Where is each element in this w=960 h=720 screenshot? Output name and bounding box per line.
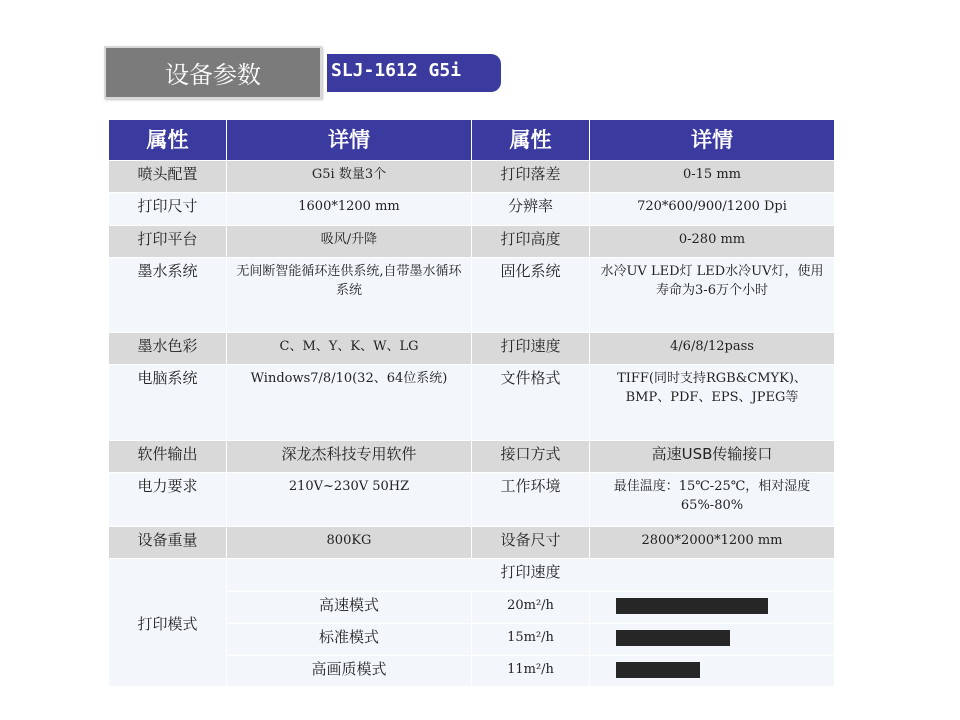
table-header-row xyxy=(109,120,835,161)
detail-cell: 吸风/升降 xyxy=(227,226,472,258)
print-speed-header-row xyxy=(109,559,835,592)
detail-cell: 2800*2000*1200 mm xyxy=(590,527,835,559)
mode-speed: 20m²/h xyxy=(472,592,590,624)
attr-cell: 电脑系统 xyxy=(109,365,227,441)
mode-speed: 11m²/h xyxy=(472,656,590,687)
detail-cell: 720*600/900/1200 Dpi xyxy=(590,193,835,226)
mode-name: 高速模式 xyxy=(227,592,472,624)
speed-bar xyxy=(616,662,700,678)
attr-cell: 墨水色彩 xyxy=(109,333,227,365)
detail-cell: 0-280 mm xyxy=(590,226,835,258)
spec-table xyxy=(108,119,835,687)
table-row xyxy=(109,441,835,473)
attr-cell: 打印尺寸 xyxy=(109,193,227,226)
detail-cell: 0-15 mm xyxy=(590,161,835,193)
attr-cell: 工作环境 xyxy=(472,473,590,527)
detail-cell: 高速USB传输接口 xyxy=(590,441,835,473)
print-speed-header: 打印速度 xyxy=(227,559,835,592)
attr-cell: 设备重量 xyxy=(109,527,227,559)
speed-bar xyxy=(616,630,730,646)
detail-cell: 深龙杰科技专用软件 xyxy=(227,441,472,473)
mode-speed: 15m²/h xyxy=(472,624,590,656)
detail-cell: 最佳温度：15℃-25℃，相对湿度 65%-80% xyxy=(590,473,835,527)
attr-cell: 打印平台 xyxy=(109,226,227,258)
speed-bar xyxy=(616,598,768,614)
header-detail-1: 详情 xyxy=(227,120,472,161)
detail-cell: 210V~230V 50HZ xyxy=(227,473,472,527)
attr-cell: 分辨率 xyxy=(472,193,590,226)
attr-cell: 打印高度 xyxy=(472,226,590,258)
mode-speed-bar-cell xyxy=(590,592,835,624)
detail-cell: 1600*1200 mm xyxy=(227,193,472,226)
attr-cell: 墨水系统 xyxy=(109,258,227,333)
table-row xyxy=(109,333,835,365)
attr-cell: 喷头配置 xyxy=(109,161,227,193)
attr-cell: 文件格式 xyxy=(472,365,590,441)
detail-cell: C、M、Y、K、W、LG xyxy=(227,333,472,365)
mode-speed-bar-cell xyxy=(590,624,835,656)
attr-cell: 打印速度 xyxy=(472,333,590,365)
attr-cell: 电力要求 xyxy=(109,473,227,527)
attr-cell: 固化系统 xyxy=(472,258,590,333)
detail-cell: 4/6/8/12pass xyxy=(590,333,835,365)
table-row xyxy=(109,193,835,226)
detail-cell: 800KG xyxy=(227,527,472,559)
detail-cell: G5i 数量3个 xyxy=(227,161,472,193)
header-detail-2: 详情 xyxy=(590,120,835,161)
mode-name: 标准模式 xyxy=(227,624,472,656)
attr-cell: 设备尺寸 xyxy=(472,527,590,559)
detail-cell: Windows7/8/10(32、64位系统) xyxy=(227,365,472,441)
table-row xyxy=(109,226,835,258)
mode-speed-bar-cell xyxy=(590,656,835,687)
attr-cell: 接口方式 xyxy=(472,441,590,473)
mode-name: 高画质模式 xyxy=(227,656,472,687)
detail-cell: 水冷UV LED灯 LED水冷UV灯，使用寿命为3-6万个小时 xyxy=(590,258,835,333)
table-row xyxy=(109,527,835,559)
detail-cell: 无间断智能循环连供系统,自带墨水循环系统 xyxy=(227,258,472,333)
table-row xyxy=(109,258,835,333)
attr-cell: 打印落差 xyxy=(472,161,590,193)
table-row xyxy=(109,365,835,441)
print-mode-label: 打印模式 xyxy=(109,559,227,687)
attr-cell: 软件输出 xyxy=(109,441,227,473)
table-row xyxy=(109,473,835,527)
header-attr-2: 属性 xyxy=(472,120,590,161)
detail-cell: TIFF(同时支持RGB&CMYK)、BMP、PDF、EPS、JPEG等 xyxy=(590,365,835,441)
table-row xyxy=(109,161,835,193)
page-title: 设备参数 xyxy=(104,46,322,99)
header-attr-1: 属性 xyxy=(109,120,227,161)
model-name: SLJ-1612 G5i xyxy=(324,54,501,92)
